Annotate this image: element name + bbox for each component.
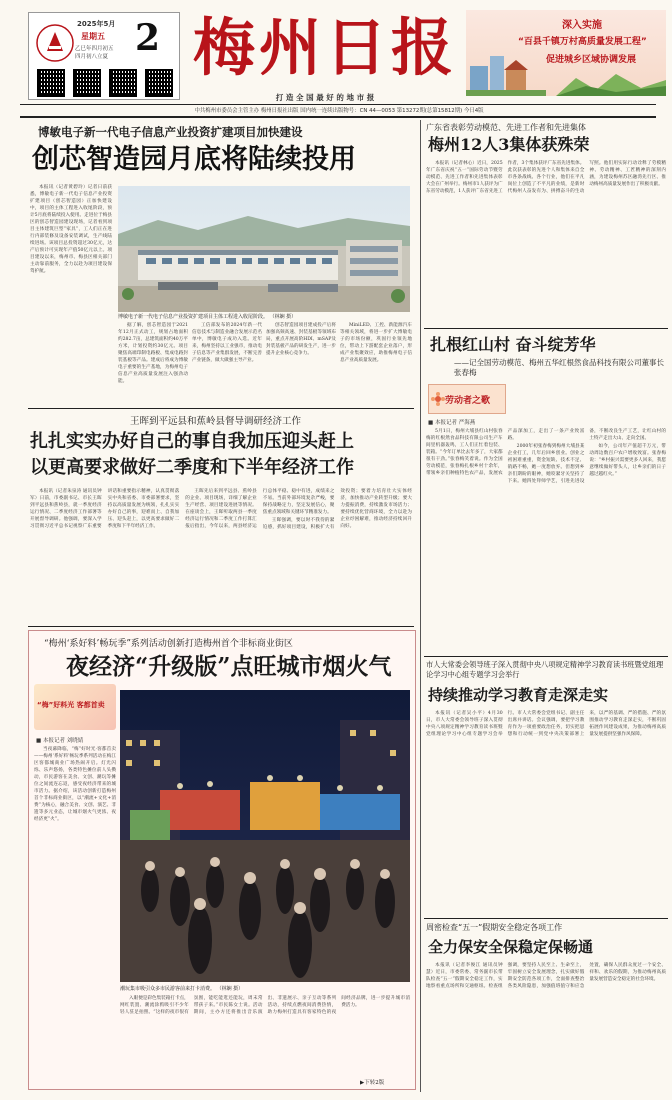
holiday-body (426, 962, 666, 1090)
farmer-byline-text: 本报记者 严海燕 (434, 420, 476, 426)
study-bottom-rule (424, 918, 668, 919)
lead-photo-caption: 博敏电子新一代电子信息产业投资扩建项目主体工程进入收尾阶段。 （林娴 摄） (118, 314, 297, 320)
newspaper-title: 梅州日报 (192, 11, 457, 84)
masthead-rule-bottom (20, 116, 656, 118)
issue-info-box (28, 12, 180, 100)
promo-village-illustration (466, 40, 546, 96)
qr-code-3 (109, 69, 137, 97)
night-byline-text: 本报记者 刘晓婧 (42, 738, 84, 744)
lead-body-col5 (340, 322, 412, 406)
lead-body-col4 (266, 322, 336, 406)
farmer-body-paragraph-3: 如今，公司年产值超千万元，带动周边数百户农户增收致富。张春梅说：“乡村振兴需要更多人回来，我愿意继续做好带头人，让乡亲们的日子越过越红火。” (589, 444, 666, 477)
lead-photo-factory (118, 186, 410, 312)
masthead-rule (20, 104, 656, 105)
study-body-text: 本报讯（记者吴小平）4月30日，市人大常委会领导班子深入贯彻中央八项规定精神学习教育读书班暨党组理论学习中心组专题学习会举行。市人大常委会党组书记、副主任出席并讲话。会议强调，要把学习教育作为一项重要政治任务，切实把思想和行动统一到党中央决策部署上来，以严的基调、严的措施、严的氛围推动学习教育走深走实，不断巩固拓展作风建设成果，为推动梅州高质量发展提供坚强作风保障。 (426, 711, 666, 737)
farmer-body-paragraph-1: 5月1日，梅州大埔县红山村张春梅的红根然食品科技有限公司生产车间里机器轰鸣，工人们正忙着包装、装箱。“今年订单比去年多了，大家都很有干劲。”张春梅笑着说。作为全国劳动模范，张春梅扎根乡村十余年，带领乡亲们种植特色农产品，发展农产品深加工，走出了一条产业致富路。 (426, 429, 585, 476)
night-headline: 夜经济“升级版”点旺城市烟火气 (66, 653, 392, 680)
lead-body-col1 (30, 184, 112, 404)
work-body-paragraph-3: 王晖强调，要以时不我待的紧迫感，抓好项目建设，积极扩大有效投资；要着力培育壮大实体经济，加快推动产业转型升级；要大力提振消费，持续激发市场活力；要持续优化营商环境，全力以赴为企业纾困解难，推动经济持续回升向好。 (262, 489, 412, 530)
work-headline-1: 扎扎实实办好自己的事自我加压迎头赶上 (30, 431, 354, 452)
laborer-column-tag (428, 384, 506, 414)
page-number: 2 (135, 17, 161, 59)
night-body-left-text: 当夜幕降临，“梅”好时光·客都首卖——梅州‘系好料’畅玩季系列活动在梅江区客都城商业广场热闹开启。灯光闪烁、乐声悠扬，各类特色摊位前人头攒动，市民游客在美食、文创、潮玩等摊位之间流连忘返，感受夜经济带来的城市活力。据介绍，该活动创新打造梅州首个非标商业街区，以“潮流+文化+消费”为核心，融合美食、文创、演艺、非遗等多元业态，让城市烟火气更浓、夜经济更“火”。 (34, 747, 116, 822)
promo-landscape-illustration (556, 66, 666, 96)
farmer-byline (428, 418, 508, 426)
night-promo-graphic-text: “梅”好料光 客都首卖 (37, 701, 105, 709)
farmer-body (426, 428, 666, 638)
promo-banner (466, 10, 666, 96)
promo-line-2: 促进城乡区域协调发展 (546, 55, 637, 65)
awards-headline: 梅州12人3集体获殊荣 (428, 135, 590, 154)
farmer-body-paragraph-2: 2000年初张春梅到梅州大埔县某企业打工，几年后回乡创业。创业之初困难重重，资金短缺、技术不足、销路不畅，她一度想放弃。但想到乡亲们期盼的眼神，她咬紧牙关坚持了下来。她四处拜师学艺，引进先进设备，不断改良生产工艺，让红山村的土特产走出大山、走向全国。 (507, 429, 666, 484)
work-kicker: 王晖到平远县和蕉岭县督导调研经济工作 (130, 416, 302, 427)
lead-body-col5-text: MiniLED、工控、新能源汽车等相关领域，将进一步扩大博敏电子的市场份额，巩固行业领先地位，带动上下游配套企业落户，形成产业集聚效应，助推梅州电子信息产业高质量发展。 (340, 323, 412, 363)
night-promo-graphic (34, 684, 116, 730)
issue-weekday: 星期五 (81, 32, 105, 41)
lead-body-col2 (118, 322, 188, 406)
work-body (30, 488, 412, 624)
newspaper-logo-icon (35, 23, 75, 63)
main-column-divider (420, 120, 421, 1092)
night-photo-caption: 潮玩集市吸引众多市民游客前来打卡消费。 （林娴 摄） (120, 986, 244, 992)
lead-headline: 创芯智造园月底将陆续投用 (32, 144, 356, 175)
news-icon: ■ (36, 738, 42, 744)
lead-body-col1-text: 本报讯（记者黄碧玲）记者日前获悉，博敏电子新一代电子信息产业投资扩建项目（创芯智造园）正加快建设中，项目的主体工程进入收尾阶段，预计5月底将陆续投入使用。走进位于梅县区的创芯智造园建设现场，记者看到项目主体建筑巨型“家具”，工人们正在进行内部装修及设备安装调试，生产线陆续进场。该项目总投资超过30亿元，达产后预计可实现年产值50亿元以上。项目建设以来，梅州市、梅县区相关部门主动靠前服务，全力以赴为项目建设保驾护航。 (30, 185, 112, 274)
qr-code-2 (73, 69, 101, 97)
lunar-date-1: 乙巳年四月初五 (75, 46, 114, 52)
qr-code-4 (145, 69, 173, 97)
lead-body-col2-text: 据了解，创芯智造园于2021年12月正式动工，规划占地面积约282.7亩，总建筑面积约40万平方米，计划投资约30亿元。项目聚焦高端印制电路板、集成电路封装基板等产品。建成后将成为博敏电子重要的生产基地，为梅州电子信息产业高质量发展注入强劲动能。 (118, 323, 188, 384)
study-headline: 持续推动学习教育走深走实 (428, 686, 609, 704)
lunar-date-2: 四月初八立夏 (75, 54, 109, 60)
farmer-bottom-rule (424, 656, 668, 657)
holiday-headline: 全力保安全保稳定保畅通 (428, 938, 594, 956)
awards-body-text: 本报讯（记者林心）近日，2025年广东省庆祝“五一”国际劳动节暨劳动模范、先进工作者和先进集体表彰大会在广州举行。梅州市1人获评为广东省劳动模范，1人获评广东省先进工作者，3个集体获评广东省先进集体。此次获表彰的先进个人和集体来自全市各条战线、各个行业，他们在平凡岗位上创造了不平凡的业绩，是新时代梅州人奋发有为、拼搏奋斗的生动写照。他们用实际行动诠释了劳模精神、劳动精神、工匠精神的深刻内涵，为建设梅州苏区融湾先行区、推动梅州高质量发展作出了积极贡献。 (426, 161, 666, 194)
flower-icon (431, 392, 445, 406)
issue-date: 2025年5月 (77, 20, 116, 28)
promo-line-1: “百县千镇万村高质量发展工程” (518, 37, 647, 47)
night-continue-note: ▶下转2版 (360, 1080, 385, 1086)
newspaper-slogan: 打 造 全 国 最 好 的 地 市 报 (275, 93, 375, 102)
lead-body-col3-text: 工信部发布的2024年新一代信息技术与制造业融合发展示范名单中，博敏电子成功入选。近年来，梅州坚持以工业强市，推动电子信息等产业集群发展，不断完善产业链条，做大做强主导产业。 (192, 323, 262, 363)
night-body-right (120, 995, 410, 1075)
work-bottom-rule (28, 626, 414, 627)
publication-meta: 中共梅州市委员会主管主办 梅州日报社出版 国内统一连续出版物号：CN 44—0053 第13272期(总第15812期) 今日4版 (194, 108, 484, 114)
lead-body-col4-text: 创芯智造园项目建成投产后将加强高频高速、封装基板等领域布局，重点开展高阶HDI、mSAP及封装基板产品的研发生产，进一步提升企业核心竞争力。 (266, 323, 336, 356)
laborer-column-tag-text: 劳动者之歌 (445, 396, 491, 406)
night-kicker: “梅州‘系好料’畅玩季”系列活动创新打造梅州首个非标商业街区 (44, 639, 293, 649)
qr-code-1 (37, 69, 65, 97)
lead-kicker: 博敏电子新一代电子信息产业投资扩建项目加快建设 (38, 125, 303, 139)
farmer-subhead: ——记全国劳动模范、梅州五华红根然食品科技有限公司董事长张春梅 (454, 358, 664, 377)
awards-kicker: 广东省表彰劳动模范、先进工作者和先进集体 (426, 123, 586, 132)
lead-bottom-rule (28, 408, 414, 409)
awards-bottom-rule (424, 328, 668, 329)
study-kicker: 市人大常委会领导班子深入贯彻中央八项规定精神学习教育读书班暨党组理论学习中心组专题学习会举行 (426, 660, 664, 679)
night-body-left (34, 746, 116, 1084)
awards-body (426, 160, 666, 326)
holiday-kicker: 周密检查“五一”假期安全稳定各项工作 (426, 923, 563, 932)
news-icon: ■ (428, 420, 434, 426)
night-body-right-text: 入眼便是彩色集装箱打卡点，网红装置、潮流涂鸦吸引不少年轻人驻足拍照。“这样的夜市很有氛围，能吃能逛还能玩，周末常带孩子来。”市民陈女士说。活动期间，主办方还将推出音乐演出、非遗展示、亲子互动等系列活动，持续点燃夜间消费热情，助力梅州打造具有客家特色的夜间经济品牌，进一步提升城市消费活力。 (120, 996, 410, 1015)
study-body (426, 710, 666, 914)
promo-line-top: 深入实施 (562, 20, 602, 31)
work-headline-2: 以更高要求做好二季度和下半年经济工作 (30, 457, 354, 478)
night-photo-market (120, 690, 410, 982)
masthead (0, 0, 672, 118)
lead-body-col3 (192, 322, 262, 406)
work-body-paragraph-2: 王晖先后来到平远县、蕉岭县的企业、项目现场，详细了解企业生产经营、项目建设进展等情况。在座谈会上，王晖听取两县一季度经济运行情况和二季度工作打算汇报后指出，今年以来，两县经济运行总体平稳、稳中有进，成绩来之不易。当前外部环境复杂严峻，要保持战略定力，坚定发展信心，聚焦重点领域和关键环节精准发力。 (185, 489, 335, 529)
farmer-headline: 扎根红山村 奋斗绽芳华 (430, 335, 596, 354)
work-body-paragraph-1: 本报讯（记者朱泉涛 通讯员钟军）日前，市委副书记、市长王晖到平远县和蕉岭县，就一季度经济运行情况、二季度经济工作部署等开展督导调研。他强调，要深入学习贯彻习近平总书记视察广东重要讲话和重要指示精神，认真贯彻落实中央和省委、市委部署要求，坚持以高质量发展为统领，扎扎实实办好自己的事，迎难而上、自我加压、迎头赶上，以更高要求做好二季度和下半年经济工作。 (30, 489, 180, 529)
night-byline (36, 736, 116, 744)
holiday-body-text: 本报讯（记者李俊江 通讯员钟慧）近日，市委常委、常务副市长带队检查“五一”假期安全稳定工作，实地察看重点场所和交通枢纽。检查组强调，要坚持人民至上、生命至上，牢固树立安全发展理念，扎实做好假期安全防范各项工作，全面排查整治各类风险隐患，加强值班值守和应急处置，确保人民群众度过一个安全、祥和、欢乐的假期，为推动梅州高质量发展营造安全稳定的社会环境。 (426, 963, 666, 989)
